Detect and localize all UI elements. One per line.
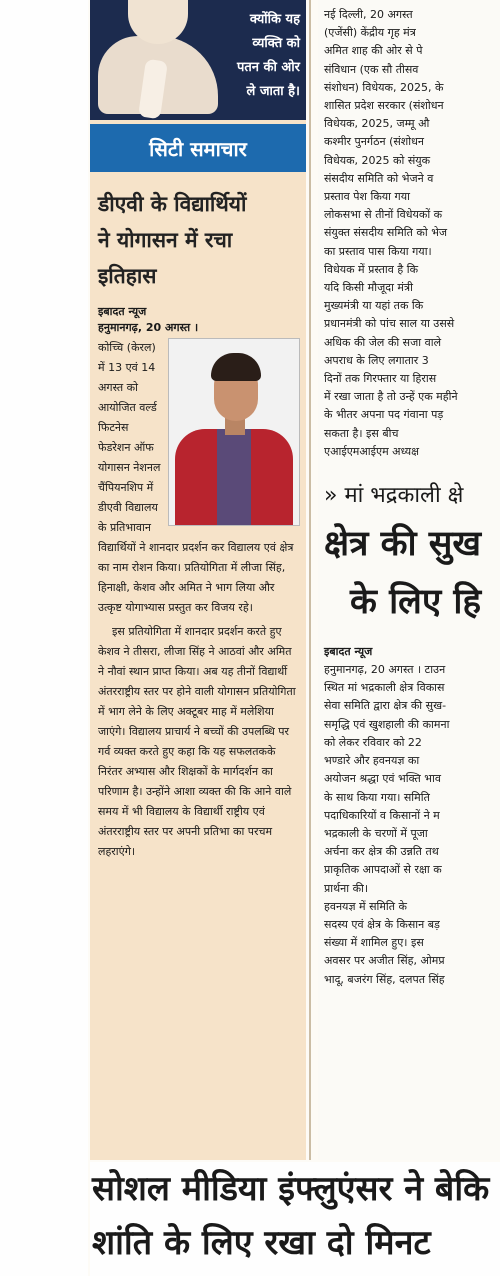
text-line: विधेयक, 2025, जम्मू औ — [324, 117, 430, 131]
text-line: के भीतर अपना पद गंवाना पड़ — [324, 408, 444, 422]
text-line: अधिक की जेल की सजा वाले — [324, 335, 442, 349]
text-line: भद्रकाली के चरणों में पूजा — [324, 826, 428, 840]
headline-line: इतिहास — [98, 264, 157, 288]
text-line: प्रस्ताव पेश किया गया — [324, 190, 410, 204]
right-article-body — [324, 661, 500, 989]
bottom-headline-line: सोशल मीडिया इंफ्लुएंसर ने बेकि — [92, 1169, 490, 1209]
right-column — [318, 0, 500, 1160]
left-column — [90, 0, 306, 1160]
article-headline — [98, 186, 300, 294]
section-subheading: » मां भद्रकाली क्षे — [324, 483, 464, 509]
text-line: के साथ किया गया। समिति — [324, 790, 430, 804]
text-line: प्रार्थना की। — [324, 881, 369, 895]
bottom-headline — [90, 1162, 500, 1276]
text-line: अवसर पर अजीत सिंह, ओमप्र — [324, 954, 445, 968]
text-line: नई दिल्ली, 20 अगस्त — [324, 8, 413, 21]
headline-line: क्षेत्र की सुख — [324, 524, 482, 565]
text-line: मुख्यमंत्री या यहां तक कि — [324, 299, 424, 313]
text-line: दिनों तक गिरफ्तार या हिरास — [324, 372, 437, 386]
text-line: संशोधन) विधेयक, 2025, के — [324, 80, 444, 94]
text-line: सकता है। इस बीच — [324, 426, 399, 440]
text-line: भण्डारे और हवनयज्ञ का — [324, 754, 420, 768]
right-article-headline — [324, 515, 500, 631]
article-body — [98, 338, 300, 862]
text-line: संख्या में शामिल हुए। इस — [324, 936, 424, 950]
text-line: को लेकर रविवार को 22 — [324, 735, 422, 749]
text-line: संयुक्त संसदीय समिति को भेज — [324, 226, 448, 240]
text-line: एआईएमआईएम अध्यक्ष — [324, 444, 419, 458]
text-line: शासित प्रदेश सरकार (संशोधन — [324, 99, 444, 113]
dateline: हनुमानगढ़, 20 अगस्त । — [98, 321, 199, 334]
headline-line: डीएवी के विद्यार्थियों — [98, 192, 247, 216]
student-photo — [168, 338, 300, 526]
text-line: अयोजन श्रद्धा एवं भक्ति भाव — [324, 772, 441, 786]
text-line: संविधान (एक सौ तीसव — [324, 62, 419, 76]
article-byline — [98, 304, 298, 336]
cartoon-caption — [204, 8, 300, 104]
text-line: पदाधिकारियों व किसानों ने म — [324, 808, 440, 822]
text-line: में रखा जाता है तो उन्हें एक महीने — [324, 390, 458, 404]
text-line: अर्चना कर क्षेत्र की उन्नति तथ — [324, 845, 439, 859]
column-divider — [309, 0, 311, 1160]
text-line: संसदीय समिति को भेजने व — [324, 171, 434, 185]
right-article-byline: इबादत न्यूज — [324, 645, 373, 659]
text-line: समृद्धि एवं खुशहाली की कामना — [324, 717, 450, 731]
text-line: यदि किसी मौजूदा मंत्री — [324, 281, 413, 295]
text-line: स्थित मां भद्रकाली क्षेत्र विकास — [324, 681, 445, 695]
cartoon-caption-line: ले जाता है। — [246, 84, 300, 99]
text-line: कश्मीर पुनर्गठन (संशोधन — [324, 135, 425, 149]
text-line: सदस्य एवं क्षेत्र के किसान बड़ — [324, 917, 440, 931]
section-banner: सिटी समाचार — [90, 124, 306, 172]
text-line: अपराध के लिए लगातार 3 — [324, 353, 429, 367]
text-line: लोकसभा से तीनों विधेयकों क — [324, 208, 443, 222]
cartoon-caption-line: क्योंकि यह — [249, 12, 300, 27]
cartoon-illustration — [90, 0, 306, 120]
article-paragraph: इस प्रतियोगिता में शानदार प्रदर्शन करते हुए केशव ने तीसरा, लीजा सिंह ने आठवां और अमित ने नौवां स्थान प्राप्त किया। अब यह तीनों विद्यार्थी अंतरराष्ट्रीय स्तर पर होने वाली योगासन प्रतियोगिता में भाग लेने के लिए अक्टूबर माह में मलेशिया जाएंगे। विद्यालय प्राचार्य ने बच्चों की उपलब्धि पर गर्व व्यक्त करते हुए कहा कि यह सफलतकके निरंतर अभ्यास और शिक्षकों के मार्गदर्शन का परिणाम है। उन्होंने आशा व्यक्त की कि आने वाले समय में भी विद्यालय के विद्यार्थी राष्ट्रीय एवं अंतरराष्ट्रीय स्तर पर अपनी प्रतिभा का परचम लहराएंगे। — [98, 625, 296, 858]
text-line: प्रधानमंत्री को पांच साल या उससे — [324, 317, 455, 331]
text-line: विधेयक, 2025 को संयुक — [324, 153, 431, 167]
text-line: प्राकृतिक आपदाओं से रक्षा क — [324, 863, 442, 877]
text-line: (एजेंसी) केंद्रीय गृह मंत्र — [324, 26, 416, 40]
text-line: हवनयज्ञ में समिति के — [324, 899, 407, 913]
text-line: विधेयक में प्रस्ताव है कि — [324, 262, 419, 276]
byline-source: इबादत न्यूज — [98, 305, 147, 318]
cartoon-caption-line: पतन की ओर — [236, 60, 300, 75]
cartoon-caption-line: व्यक्ति को — [252, 36, 300, 51]
text-line: भादू, बजरंग सिंह, दलपत सिंह — [324, 972, 445, 986]
bottom-headline-line: शांति के लिए रखा दो मिनट — [92, 1223, 431, 1263]
text-line: का प्रस्ताव पास किया गया। — [324, 244, 432, 258]
headline-line: ने योगासन में रचा — [98, 228, 233, 252]
article-paragraph: कोच्चि (केरल) में 13 एवं 14 अगस्त को आयोजित वर्ल्ड फिटनेस फेडरेशन ऑफ योगासन नेशनल चैंपियनशिप में डीएवी विद्यालय के प्रतिभावान विद्यार्थियों ने शानदार प्रदर्शन कर विद्यालय एवं क्षेत्र का नाम रोशन किया। प्रतियोगिता में लीजा सिंह, हिनाक्षी, केशव और अमित ने भाग लिया और उत्कृष्ट योगाभ्यास प्रस्तुत कर विजय रहे। — [98, 341, 294, 614]
text-line: हनुमानगढ़, 20 अगस्त । टाउन — [324, 663, 446, 677]
page-margin — [0, 0, 88, 1276]
text-line: सेवा समिति द्वारा क्षेत्र की सुख- — [324, 699, 447, 713]
text-line: अमित शाह की ओर से पे — [324, 44, 423, 58]
right-article-top — [324, 6, 500, 461]
headline-line: के लिए हि — [350, 582, 482, 623]
